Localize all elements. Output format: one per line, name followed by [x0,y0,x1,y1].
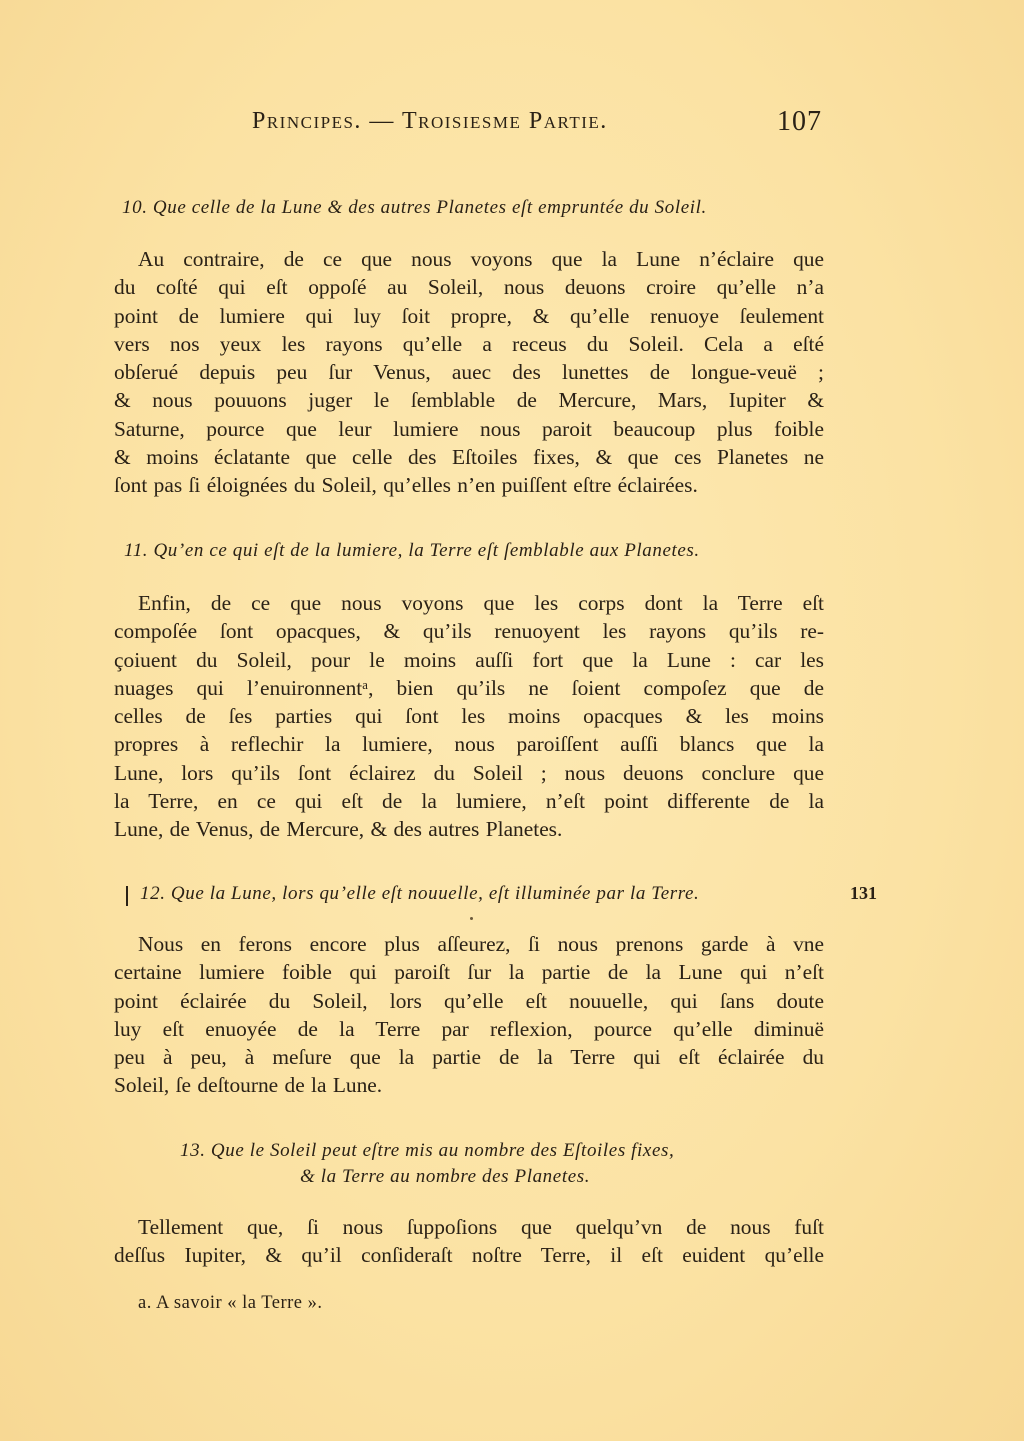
text-line: vers nos yeux les rayons qu’elle a receus du Soleil. Cela a eſté [114,331,824,356]
text-line: certaine lumiere foible qui paroiſt ſur la partie de la Lune qui n’eſt [114,960,824,985]
text-line: deſſus Iupiter, & qu’il conſideraſt noſtre Terre, il eſt euident qu’elle [114,1243,824,1268]
text-line: celles de ſes parties qui ſont les moins opacques & les moins [114,704,824,729]
section-heading-13-line-2: & la Terre au nombre des Planetes. [300,1166,591,1187]
text-line: & moins éclatante que celle des Eſtoiles fixes, & que ces Planetes ne [114,445,824,470]
text-line: & nous pouuons juger le ſemblable de Mercure, Mars, Iupiter & [114,388,824,413]
section-heading-13-line-1: 13. Que le Soleil peut eſtre mis au nombre des Eſtoiles fixes, [180,1140,675,1161]
text-line: point éclairée du Soleil, lors qu’elle eſt nouuelle, qui ſans doute [114,988,824,1013]
section-heading-11: 11. Qu’en ce qui eſt de la lumiere, la Terre eſt ſemblable aux Planetes. [124,540,700,561]
text-line: çoiuent du Soleil, pour le moins auſſi fort que la Lune : car les [114,647,824,672]
running-head [252,104,822,144]
margin-page-number: 131 [850,883,877,903]
section-heading-12: 12. Que la Lune, lors qu’elle eſt nouuelle, eſt illuminée par la Terre. [140,883,700,904]
text-line: la Terre, en ce qui eſt de la lumiere, n’eſt point differente de la [114,789,824,814]
paragraph-10 [114,245,824,500]
text-line: point de lumiere qui luy ſoit propre, & qu’elle renuoye ſeulement [114,303,824,328]
text-line: Nous en ferons encore plus aſſeurez, ſi nous prenons garde à vne [138,932,824,956]
text-line: Enfin, de ce que nous voyons que les corps dont la Terre eſt [138,591,824,615]
paragraph-12 [114,930,824,1100]
text-line: propres à reflechir la lumiere, nous paroiſſent auſſi blancs que la [114,732,824,757]
text-line: ſont pas ſi éloignées du Soleil, qu’elles n’en puiſſent eſtre éclairées. [114,473,698,498]
text-line: nuages qui l’enuironnentᵃ, bien qu’ils ne ſoient compoſez que de [114,675,824,700]
text-line: Au contraire, de ce que nous voyons que la Lune n’éclaire que [138,247,824,271]
text-line: Soleil, ſe deſtourne de la Lune. [114,1073,383,1098]
text-line: du coſté qui eſt oppoſé au Soleil, nous deuons croire qu’elle n’a [114,275,824,300]
text-line: Saturne, pource que leur lumiere nous paroit beaucoup plus foible [114,416,824,441]
paragraph-13 [114,1213,824,1270]
margin-bar [126,886,128,906]
text-line: compoſée ſont opacques, & qu’ils renuoyent les rayons qu’ils re- [114,619,824,644]
text-line: Tellement que, ſi nous ſuppoſions que quelqu’vn de nous fuſt [138,1215,824,1239]
text-line: Lune, de Venus, de Mercure, & des autres Planetes. [114,817,563,842]
text-line: luy eſt enuoyée de la Terre par reflexion, pource qu’elle diminuë [114,1016,824,1041]
text-line: Lune, lors qu’ils ſont éclairez du Soleil ; nous deuons conclure que [114,760,824,785]
footnote: a. A savoir « la Terre ». [138,1293,323,1313]
paragraph-11 [114,589,824,844]
print-speck [470,917,473,920]
text-line: obſerué depuis peu ſur Venus, auec des lunettes de longue-veuë ; [114,360,824,385]
running-title: Principes. — Troisiesme Partie. [252,108,608,134]
section-heading-10: 10. Que celle de la Lune & des autres Planetes eſt empruntée du Soleil. [122,197,707,218]
page-number: 107 [777,106,822,137]
text-line: peu à peu, à meſure que la partie de la Terre qui eſt éclairée du [114,1045,824,1070]
